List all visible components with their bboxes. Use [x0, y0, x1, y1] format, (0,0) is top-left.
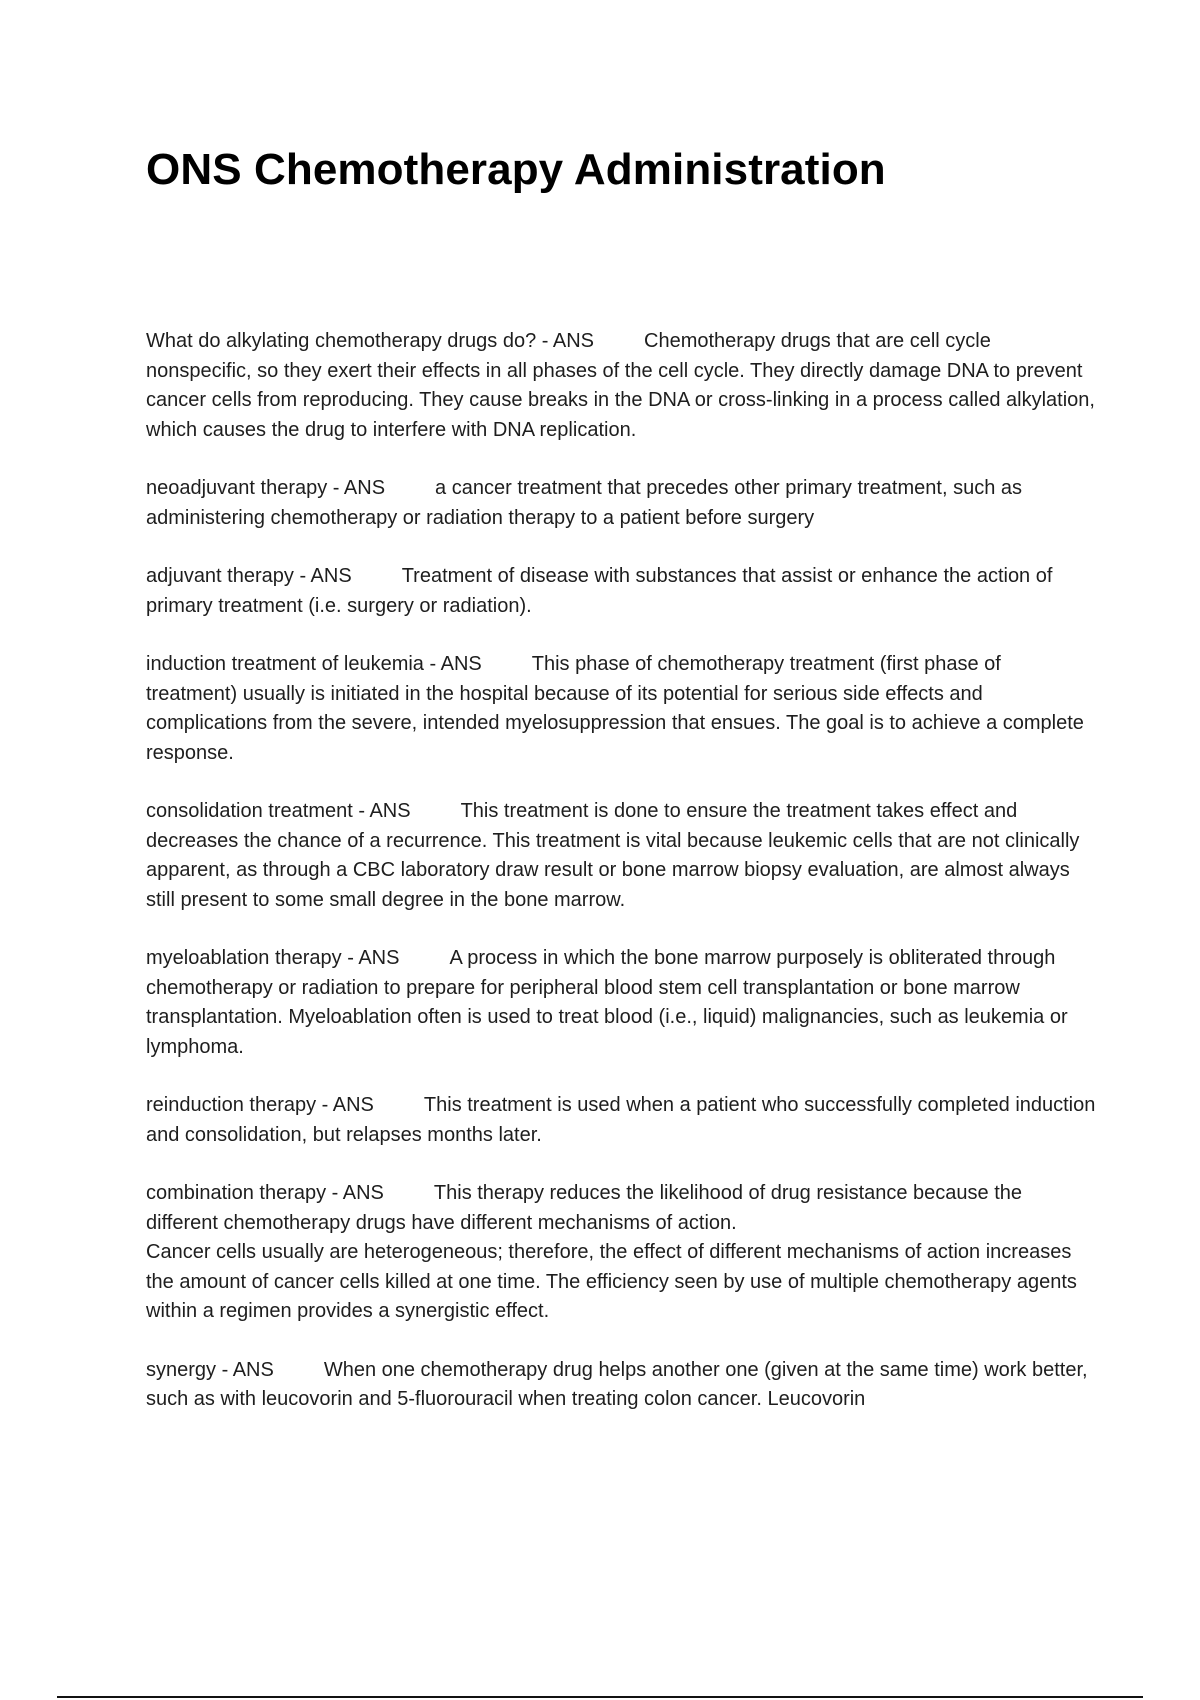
- qa-definition: When one chemotherapy drug helps another one (given at the same time) work better, such as with leucovorin and 5-fluorouracil when treating colon cancer. Leucovorin: [146, 1358, 1088, 1410]
- qa-term: myeloablation therapy - ANS: [146, 947, 400, 969]
- qa-list: [146, 327, 1096, 1444]
- qa-definition: Chemotherapy drugs that are cell cycle nonspecific, so they exert their effects in all phases of the cell cycle. They directly damage DNA to prevent cancer cells from reproducing. They cause breaks in the DNA or cross-linking in a process called alkylation, which causes the drug to interfere with DNA replication.: [146, 330, 1095, 441]
- qa-definition: A process in which the bone marrow purposely is obliterated through chemotherapy or radiation to prepare for peripheral blood stem cell transplantation or bone marrow transplantation. Myeloablation often is used to treat blood (i.e., liquid) malignancies, such as leukemia or lymphoma.: [146, 947, 1068, 1058]
- footer-divider: [57, 1696, 1143, 1698]
- qa-item: [146, 327, 1096, 445]
- qa-definition-continued: Cancer cells usually are heterogeneous; therefore, the effect of different mechanisms of action increases the amount of cancer cells killed at one time. The efficiency seen by use of multiple chemotherapy agents within a regimen provides a synergistic effect.: [146, 1241, 1077, 1322]
- qa-item: [146, 650, 1096, 768]
- qa-definition: This phase of chemotherapy treatment (first phase of treatment) usually is initiated in the hospital because of its potential for serious side effects and complications from the severe, intended myelosuppression that ensues. The goal is to achieve a complete response.: [146, 653, 1084, 764]
- qa-term: reinduction therapy - ANS: [146, 1094, 374, 1116]
- qa-definition: Treatment of disease with substances that assist or enhance the action of primary treatment (i.e. surgery or radiation).: [146, 565, 1053, 617]
- qa-item: [146, 562, 1096, 621]
- qa-definition: This treatment is used when a patient who successfully completed induction and consolidation, but relapses months later.: [146, 1094, 1096, 1146]
- qa-item: [146, 1179, 1096, 1327]
- qa-item: [146, 474, 1096, 533]
- qa-item: [146, 797, 1096, 915]
- qa-definition: This therapy reduces the likelihood of drug resistance because the different chemotherapy drugs have different mechanisms of action.: [146, 1182, 1023, 1234]
- page-title: ONS Chemotherapy Administration: [146, 145, 886, 194]
- qa-term: What do alkylating chemotherapy drugs do? - ANS: [146, 330, 595, 352]
- qa-definition: This treatment is done to ensure the treatment takes effect and decreases the chance of a recurrence. This treatment is vital because leukemic cells that are not clinically apparent, as through a CBC laboratory draw result or bone marrow biopsy evaluation, are almost always still present to some small degree in the bone marrow.: [146, 800, 1080, 911]
- qa-term: adjuvant therapy - ANS: [146, 565, 352, 587]
- qa-term: consolidation treatment - ANS: [146, 800, 411, 822]
- qa-term: neoadjuvant therapy - ANS: [146, 477, 386, 499]
- qa-definition: a cancer treatment that precedes other primary treatment, such as administering chemotherapy or radiation therapy to a patient before surgery: [146, 477, 1022, 529]
- qa-term: synergy - ANS: [146, 1358, 274, 1381]
- qa-item: [146, 1091, 1096, 1150]
- qa-item: [146, 1356, 1096, 1415]
- qa-term: induction treatment of leukemia - ANS: [146, 653, 482, 675]
- qa-term: combination therapy - ANS: [146, 1182, 384, 1204]
- qa-item: [146, 944, 1096, 1062]
